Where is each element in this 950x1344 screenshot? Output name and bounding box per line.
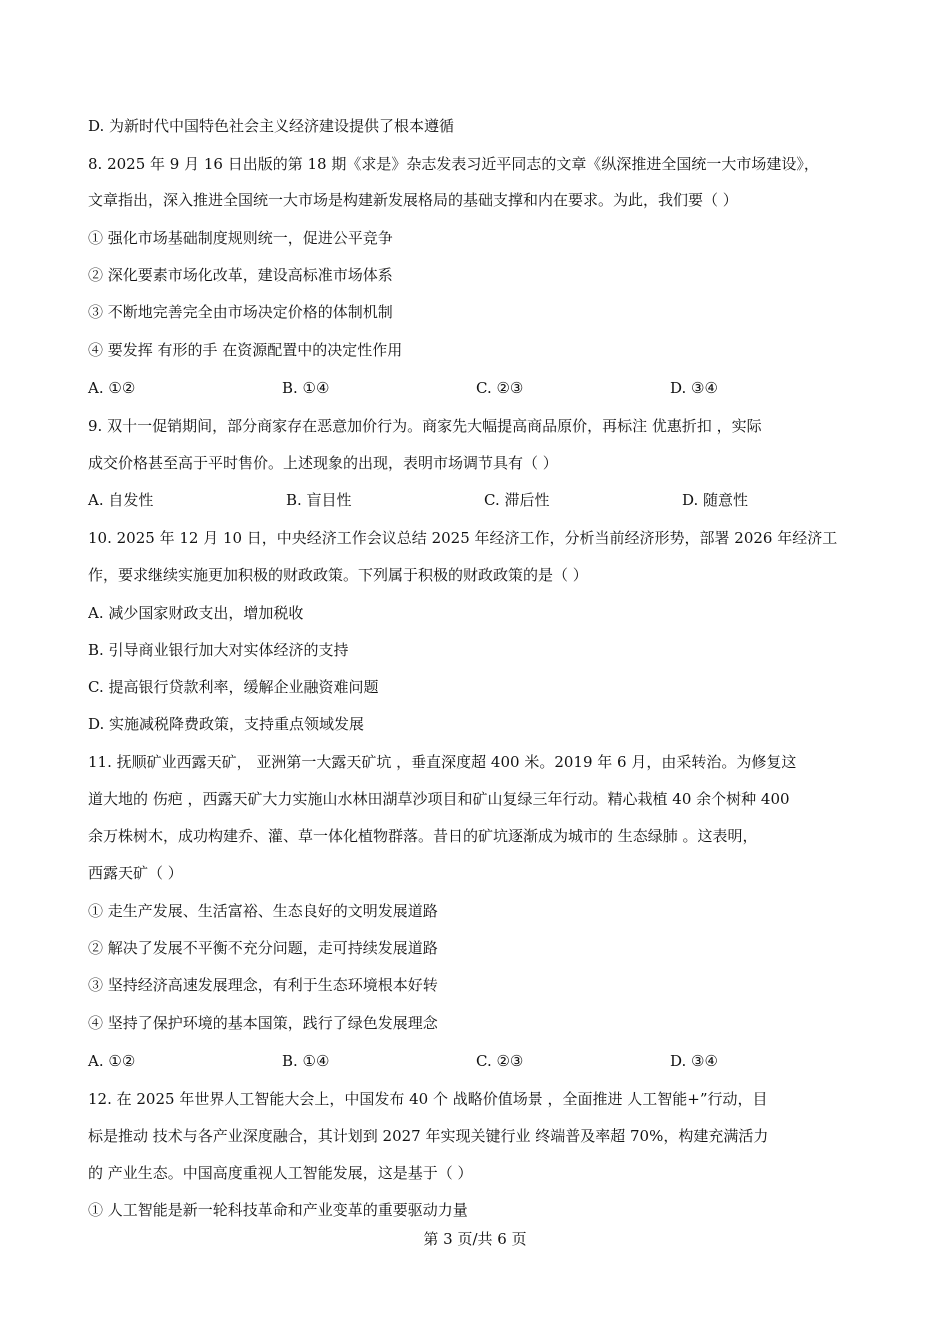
- q11-option-c[interactable]: C. ②③: [476, 1052, 524, 1070]
- q9-option-d[interactable]: D. 随意性: [682, 491, 749, 509]
- q10-option-a[interactable]: A. 减少国家财政支出，增加税收: [88, 604, 304, 622]
- q12-stem-line1: 12. 在 2025 年世界人工智能大会上，中国发布 40 个 战略价值场景 ，全面推进 人工智能+”行动，目: [88, 1090, 768, 1108]
- q11-option-d[interactable]: D. ③④: [670, 1052, 718, 1070]
- page-number: 第 3 页/共 6 页: [423, 1230, 527, 1248]
- q11-item-1: ① 走生产发展、生活富裕、生态良好的文明发展道路: [88, 902, 438, 920]
- q8-option-c[interactable]: C. ②③: [476, 379, 524, 397]
- q11-stem-line1: 11. 抚顺矿业西露天矿， 亚洲第一大露天矿坑 ，垂直深度超 400 米。2019 年 6 月，由采转治。为修复这: [88, 753, 797, 771]
- q8-item-4: ④ 要发挥 有形的手 在资源配置中的决定性作用: [88, 341, 403, 359]
- q11-stem-line2: 道大地的 伤疤 ，西露天矿大力实施山水林田湖草沙项目和矿山复绿三年行动。精心栽植 40 余个树种 400: [88, 790, 790, 808]
- q8-stem-line1: 8. 2025 年 9 月 16 日出版的第 18 期《求是》杂志发表习近平同志的文章《纵深推进全国统一大市场建设》，: [88, 155, 819, 173]
- q8-options: [88, 378, 888, 398]
- q11-stem-line4: 西露天矿（ ）: [88, 864, 183, 882]
- q8-item-2: ② 深化要素市场化改革，建设高标准市场体系: [88, 266, 393, 284]
- q9-options: [88, 490, 888, 510]
- q10-stem-line2: 作，要求继续实施更加积极的财政政策。下列属于积极的财政政策的是（ ）: [88, 566, 588, 584]
- q12-stem-line2: 标是推动 技术与各产业深度融合，其计划到 2027 年实现关键行业 终端普及率超 70%，构建充满活力: [88, 1127, 769, 1145]
- q11-item-4: ④ 坚持了保护环境的基本国策，践行了绿色发展理念: [88, 1014, 438, 1032]
- q10-stem-line1: 10. 2025 年 12 月 10 日，中央经济工作会议总结 2025 年经济工作，分析当前经济形势，部署 2026 年经济工: [88, 529, 838, 547]
- q8-option-a[interactable]: A. ①②: [88, 379, 136, 397]
- q9-stem-line1: 9. 双十一促销期间，部分商家存在恶意加价行为。商家先大幅提高商品原价，再标注 优惠折扣 ，实际: [88, 417, 762, 435]
- q9-option-c[interactable]: C. 滞后性: [484, 491, 550, 509]
- q9-option-b[interactable]: B. 盲目性: [286, 491, 352, 509]
- q11-options: [88, 1051, 888, 1071]
- q8-item-1: ① 强化市场基础制度规则统一，促进公平竞争: [88, 229, 393, 247]
- q10-option-b[interactable]: B. 引导商业银行加大对实体经济的支持: [88, 641, 349, 659]
- q11-stem-line3: 余万株树木，成功构建乔、灌、草一体化植物群落。昔日的矿坑逐渐成为城市的 生态绿肺 。这表明，: [88, 827, 758, 845]
- q11-option-a[interactable]: A. ①②: [88, 1052, 136, 1070]
- q11-option-b[interactable]: B. ①④: [282, 1052, 330, 1070]
- q11-item-2: ② 解决了发展不平衡不充分问题，走可持续发展道路: [88, 939, 438, 957]
- q8-option-b[interactable]: B. ①④: [282, 379, 330, 397]
- q7-option-d: D. 为新时代中国特色社会主义经济建设提供了根本遵循: [88, 117, 455, 135]
- q10-option-d[interactable]: D. 实施减税降费政策，支持重点领域发展: [88, 715, 365, 733]
- q11-item-3: ③ 坚持经济高速发展理念，有利于生态环境根本好转: [88, 976, 438, 994]
- q9-option-a[interactable]: A. 自发性: [88, 491, 154, 509]
- q9-stem-line2: 成交价格甚至高于平时售价。上述现象的出现，表明市场调节具有（ ）: [88, 454, 558, 472]
- q12-item-1: ① 人工智能是新一轮科技革命和产业变革的重要驱动力量: [88, 1201, 468, 1219]
- q12-stem-line3: 的 产业生态。中国高度重视人工智能发展，这是基于（ ）: [88, 1164, 473, 1182]
- q8-item-3: ③ 不断地完善完全由市场决定价格的体制机制: [88, 303, 393, 321]
- q8-option-d[interactable]: D. ③④: [670, 379, 718, 397]
- q8-stem-line2: 文章指出，深入推进全国统一大市场是构建新发展格局的基础支撑和内在要求。为此，我们要（ ）: [88, 191, 738, 209]
- q10-option-c[interactable]: C. 提高银行贷款利率，缓解企业融资难问题: [88, 678, 379, 696]
